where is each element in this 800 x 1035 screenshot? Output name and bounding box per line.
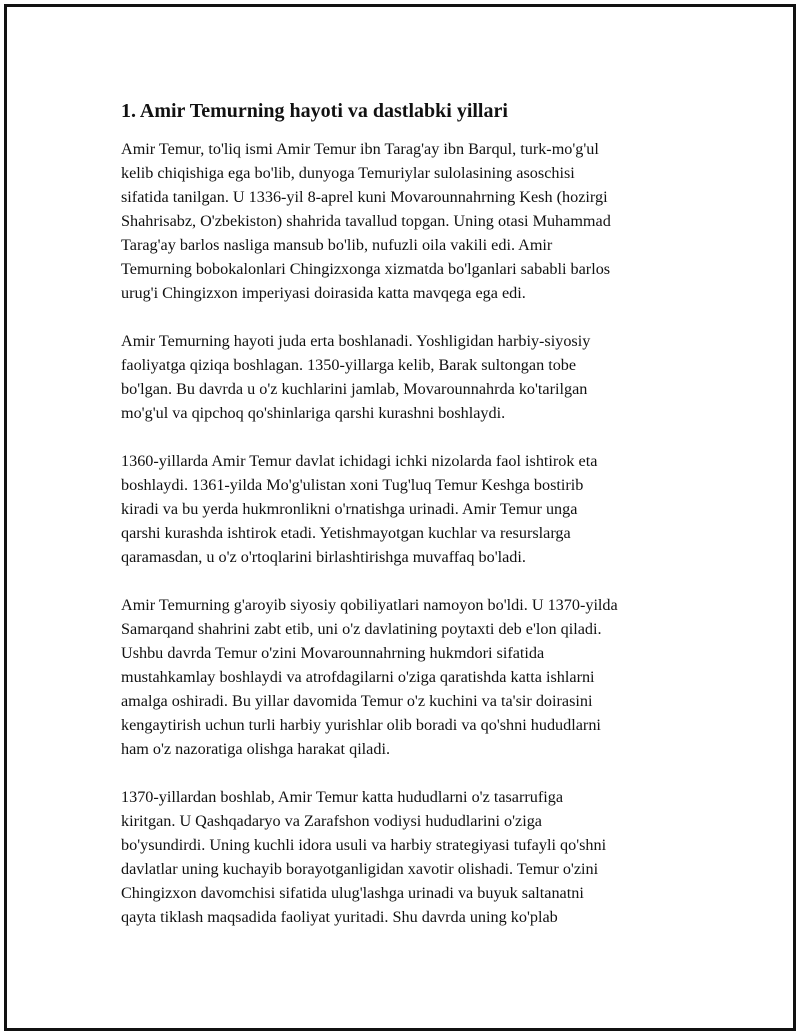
text-line: Shahrisabz, O'zbekiston) shahrida tavallud topgan. Uning otasi Muhammad — [121, 212, 611, 230]
text-line: mo'g'ul va qipchoq qo'shinlariga qarshi kurashni boshlaydi. — [121, 404, 506, 422]
text-line: boshlaydi. 1361-yilda Mo'g'ulistan xoni Tug'luq Temur Keshga bostirib — [121, 476, 584, 494]
text-line: Amir Temur, to'liq ismi Amir Temur ibn Tarag'ay ibn Barqul, turk-mo'g'ul — [121, 140, 599, 158]
text-line: Samarqand shahrini zabt etib, uni o'z davlatining poytaxti deb e'lon qiladi. — [121, 620, 602, 638]
text-line: Amir Temurning g'aroyib siyosiy qobiliyatlari namoyon bo'ldi. U 1370-yilda — [121, 596, 618, 614]
text-line: Temurning bobokalonlari Chingizxonga xizmatda bo'lganlari sababli barlos — [121, 260, 611, 278]
text-line: mustahkamlay boshlaydi va atrofdagilarni o'ziga qaratishda katta ishlarni — [121, 668, 595, 686]
text-line: amalga oshiradi. Bu yillar davomida Temur o'z kuchini va ta'sir doirasini — [121, 692, 593, 710]
paragraph-1 — [121, 137, 701, 305]
paragraph-3 — [121, 449, 701, 569]
text-line: kiradi va bu yerda hukmronlikni o'rnatishga urinadi. Amir Temur unga — [121, 500, 578, 518]
text-line: sifatida tanilgan. U 1336-yil 8-aprel kuni Movarounnahrning Kesh (hozirgi — [121, 188, 608, 206]
document-body — [121, 97, 701, 953]
text-line: qaramasdan, u o'z o'rtoqlarini birlashtirishga muvaffaq bo'ladi. — [121, 548, 526, 566]
text-line: davlatlar uning kuchayib borayotganligidan xavotir olishadi. Temur o'zini — [121, 860, 599, 878]
text-line: Chingizxon davomchisi sifatida ulug'lashga urinadi va buyuk saltanatni — [121, 884, 584, 902]
text-line: bo'ysundirdi. Uning kuchli idora usuli va harbiy strategiyasi tufayli qo'shni — [121, 836, 607, 854]
section-heading: 1. Amir Temurning hayoti va dastlabki yillari — [121, 100, 508, 122]
text-line: urug'i Chingizxon imperiyasi doirasida katta mavqega ega edi. — [121, 284, 526, 302]
text-line: ham o'z nazoratiga olishga harakat qiladi. — [121, 740, 391, 758]
text-line: bo'lgan. Bu davrda u o'z kuchlarini jamlab, Movarounnahrda ko'tarilgan — [121, 380, 588, 398]
text-line: qayta tiklash maqsadida faoliyat yuritadi. Shu davrda uning ko'plab — [121, 908, 558, 926]
text-line: Ushbu davrda Temur o'zini Movarounnahrning hukmdori sifatida — [121, 644, 545, 662]
paragraph-4 — [121, 593, 701, 761]
text-line: 1360-yillarda Amir Temur davlat ichidagi ichki nizolarda faol ishtirok eta — [121, 452, 598, 470]
text-line: Tarag'ay barlos nasliga mansub bo'lib, nufuzli oila vakili edi. Amir — [121, 236, 553, 254]
text-line: Amir Temurning hayoti juda erta boshlanadi. Yoshligidan harbiy-siyosiy — [121, 332, 591, 350]
text-line: kelib chiqishiga ega bo'lib, dunyoga Temuriylar sulolasining asoschisi — [121, 164, 575, 182]
text-line: kiritgan. U Qashqadaryo va Zarafshon vodiysi hududlarini o'ziga — [121, 812, 542, 830]
page-frame — [4, 4, 796, 1031]
text-line: 1370-yillardan boshlab, Amir Temur katta hududlarni o'z tasarrufiga — [121, 788, 564, 806]
text-line: faoliyatga qiziqa boshlagan. 1350-yillarga kelib, Barak sultongan tobe — [121, 356, 577, 374]
text-line: qarshi kurashda ishtirok etadi. Yetishmayotgan kuchlar va resurslarga — [121, 524, 571, 542]
paragraph-2 — [121, 329, 701, 425]
text-line: kengaytirish uchun turli harbiy yurishlar olib boradi va qo'shni hududlarni — [121, 716, 601, 734]
paragraph-5 — [121, 785, 701, 929]
